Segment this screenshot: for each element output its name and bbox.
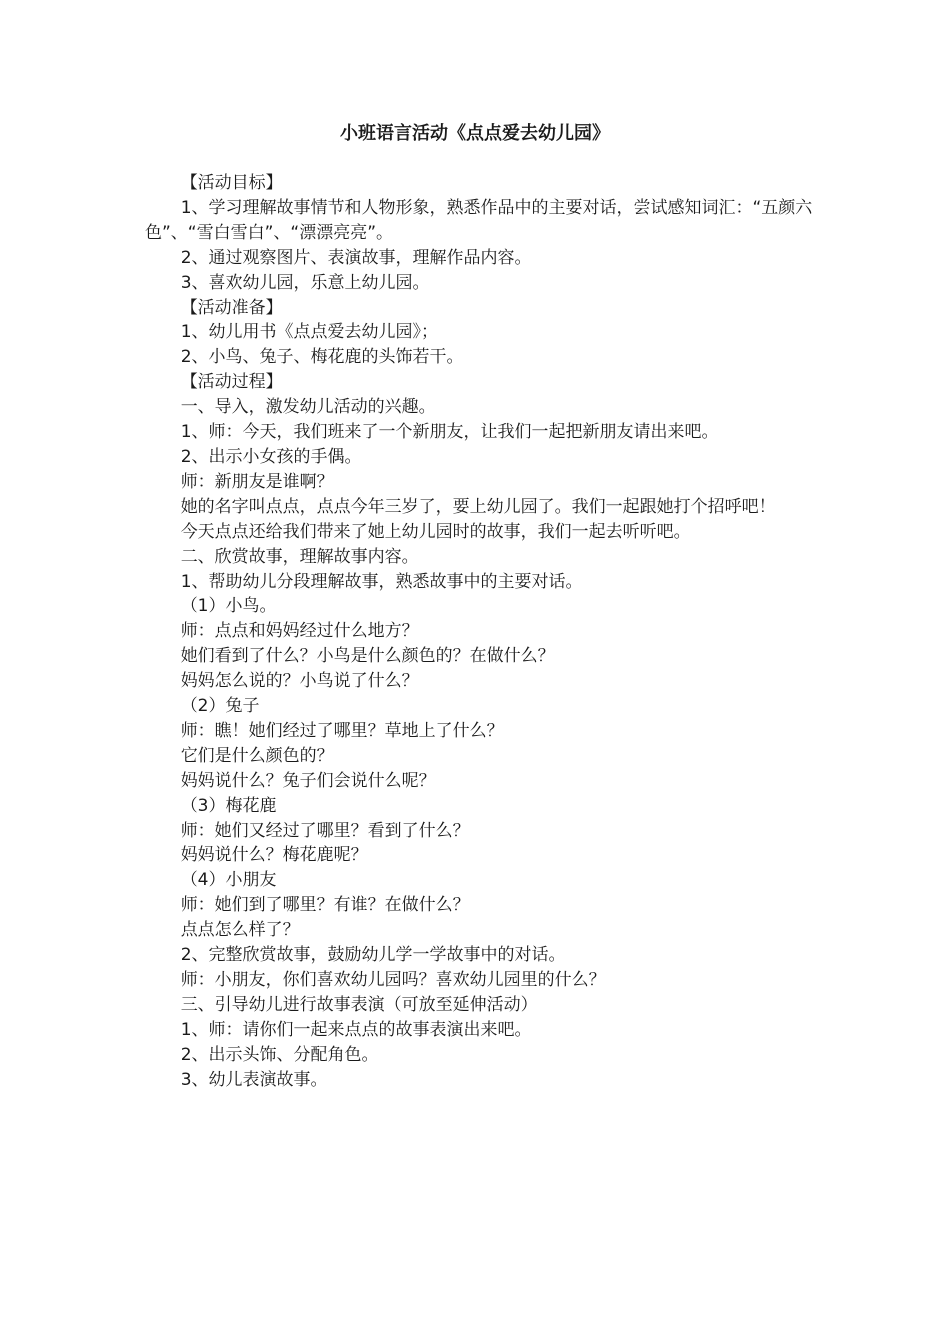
paragraph: 妈妈说什么？兔子们会说什么呢？ — [180, 770, 436, 791]
paragraph: 师：她们到了哪里？有谁？在做什么？ — [180, 895, 470, 916]
paragraph: 它们是什么颜色的？ — [180, 745, 334, 766]
paragraph: 1、幼儿用书《点点爱去幼儿园》； — [180, 322, 439, 343]
paragraph: 她的名字叫点点，点点今年三岁了，要上幼儿园了。我们一起跟她打个招呼吧！ — [180, 496, 776, 517]
paragraph: 师：她们又经过了哪里？看到了什么？ — [180, 820, 470, 841]
paragraph: 2、通过观察图片、表演故事，理解作品内容。 — [180, 247, 532, 268]
paragraph: 她们看到了什么？小鸟是什么颜色的？在做什么？ — [180, 646, 555, 667]
paragraph: 今天点点还给我们带来了她上幼儿园时的故事，我们一起去听听吧。 — [180, 521, 691, 542]
paragraph: 师：小朋友，你们喜欢幼儿园吗？喜欢幼儿园里的什么？ — [180, 970, 606, 990]
paragraph: （2）兔子 — [180, 696, 260, 717]
paragraph: 点点怎么样了？ — [180, 920, 300, 941]
document-title: 小班语言活动《点点爱去幼儿园》 — [340, 123, 610, 144]
paragraph: 3、喜欢幼儿园，乐意上幼儿园。 — [180, 272, 430, 293]
paragraph: 师：点点和妈妈经过什么地方？ — [180, 621, 419, 642]
paragraph: 妈妈说什么？梅花鹿呢？ — [180, 845, 368, 866]
paragraph: 【活动准备】 — [180, 297, 283, 318]
paragraph: 2、小鸟、兔子、梅花鹿的头饰若干。 — [180, 347, 464, 368]
paragraph: 3、幼儿表演故事。 — [180, 1069, 328, 1090]
paragraph: 【活动目标】 — [180, 173, 283, 193]
paragraph: 二、欣赏故事，理解故事内容。 — [180, 546, 419, 567]
paragraph: （4）小朋友 — [180, 870, 277, 891]
paragraph: 1、帮助幼儿分段理解故事，熟悉故事中的主要对话。 — [180, 571, 583, 592]
paragraph: 2、出示头饰、分配角色。 — [180, 1044, 379, 1065]
paragraph: （1）小鸟。 — [180, 596, 277, 617]
paragraph: 2、完整欣赏故事，鼓励幼儿学一学故事中的对话。 — [180, 945, 566, 966]
paragraph: 师：新朋友是谁啊？ — [180, 471, 334, 492]
paragraph: 【活动过程】 — [180, 372, 283, 393]
paragraph: 三、引导幼儿进行故事表演（可放至延伸活动） — [180, 994, 538, 1015]
paragraph: 1、学习理解故事情节和人物形象，熟悉作品中的主要对话，尝试感知词汇：“五颜六色”、“雪白雪白”、“漂漂亮亮”。 — [145, 197, 813, 243]
paragraph: 1、师：请你们一起来点点的故事表演出来吧。 — [180, 1019, 532, 1040]
document-body — [145, 171, 813, 1093]
paragraph: 1、师：今天，我们班来了一个新朋友，让我们一起把新朋友请出来吧。 — [180, 422, 719, 443]
paragraph: 师：瞧！她们经过了哪里？草地上了什么？ — [180, 720, 504, 741]
paragraph: （3）梅花鹿 — [180, 795, 277, 816]
paragraph: 一、导入，激发幼儿活动的兴趣。 — [180, 397, 436, 418]
paragraph: 妈妈怎么说的？小鸟说了什么？ — [180, 671, 419, 692]
paragraph: 2、出示小女孩的手偶。 — [180, 446, 362, 467]
